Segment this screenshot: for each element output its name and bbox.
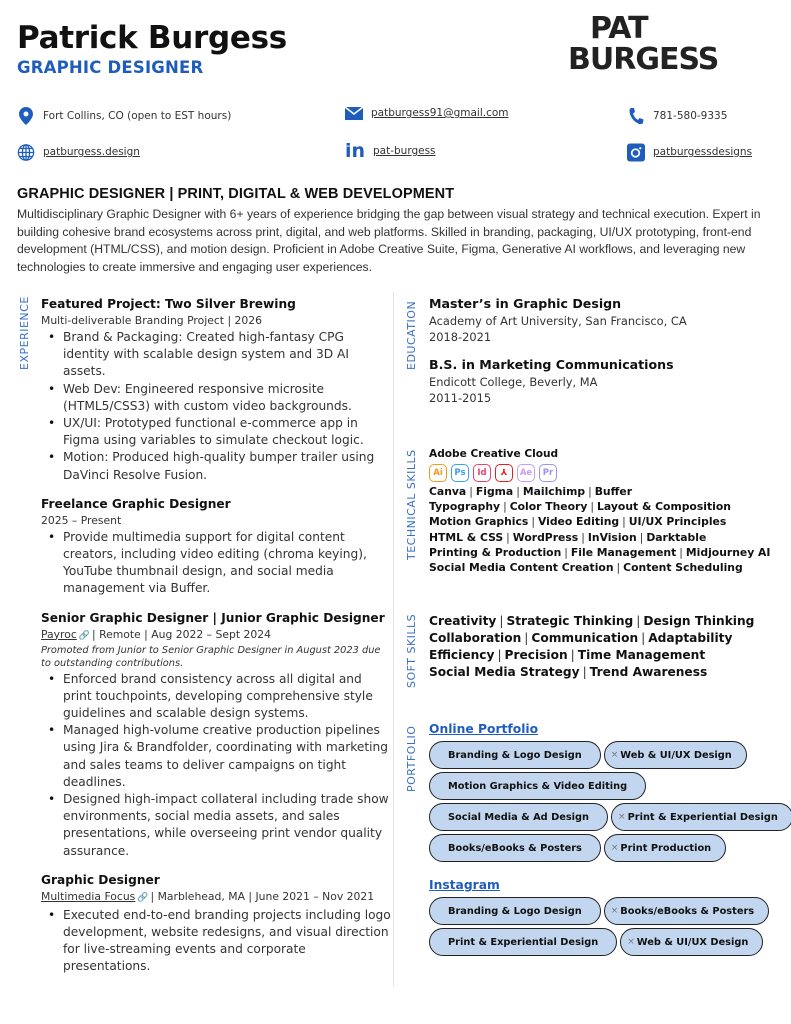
summary-text: Multidisciplinary Graphic Designer with 6+ years of experience bridging the gap between visual strategy and technical execution. Expert in building cohesive brand ecosystems across print, digital, and web platforms. Skilled in branding, packaging, UI/UX prototyping, front-end development (HTML/CSS), and motion design. Proficient in Adobe Creative Suite, Figma, Generative AI workflows, and leveraging new technologies to create immersive and engaging user experiences. bbox=[17, 207, 761, 274]
instagram-categories bbox=[429, 897, 779, 956]
job-meta: Multi-deliverable Branding Project | 2026 bbox=[41, 314, 263, 327]
job-meta bbox=[41, 889, 391, 906]
job-meta bbox=[41, 627, 391, 644]
company-link[interactable]: Payroc bbox=[41, 627, 77, 641]
skill-item: Video Editing bbox=[537, 515, 620, 529]
website-link[interactable]: patburgess.design bbox=[43, 146, 140, 158]
school: Endicott College, Beverly, MA bbox=[429, 375, 598, 389]
portfolio-category-button[interactable] bbox=[604, 741, 747, 769]
experience-item bbox=[41, 610, 391, 860]
skill-item: Precision bbox=[504, 648, 568, 662]
skill-line bbox=[429, 499, 779, 514]
separator: | bbox=[499, 614, 504, 628]
school: Academy of Art University, San Francisco, CA bbox=[429, 314, 687, 328]
skill-item: Creativity bbox=[429, 614, 497, 628]
close-icon: × bbox=[610, 906, 619, 916]
skill-item: Layout & Composition bbox=[597, 500, 731, 514]
pill-row bbox=[429, 897, 779, 925]
education-item bbox=[429, 356, 779, 406]
skill-line bbox=[429, 664, 779, 681]
experience-item bbox=[41, 496, 391, 598]
adobe-apps bbox=[429, 464, 779, 482]
candidate-name: Patrick Burgess bbox=[17, 20, 287, 56]
skill-item: Social Media Strategy bbox=[429, 665, 580, 679]
skill-item: Canva bbox=[429, 485, 467, 498]
skill-line bbox=[429, 613, 779, 630]
pill-label: Web & UI/UX Design bbox=[620, 749, 732, 761]
soft-skill-lines bbox=[429, 613, 779, 681]
skill-item: UI/UX Principles bbox=[628, 515, 727, 529]
contact-email[interactable] bbox=[345, 104, 509, 122]
portfolio-category-button[interactable] bbox=[429, 803, 608, 831]
globe-icon bbox=[17, 143, 35, 161]
link-icon: 🔗 bbox=[137, 892, 149, 903]
degree: Master’s in Graphic Design bbox=[429, 296, 622, 311]
pill-label: Branding & Logo Design bbox=[448, 905, 582, 917]
summary-title: GRAPHIC DESIGNER | PRINT, DIGITAL & WEB DEVELOPMENT bbox=[17, 186, 455, 202]
separator: | bbox=[588, 485, 592, 498]
separator: | bbox=[590, 500, 595, 514]
degree: B.S. in Marketing Communications bbox=[429, 357, 674, 372]
job-title: Featured Project: Two Silver Brewing bbox=[41, 297, 296, 311]
close-icon: × bbox=[610, 843, 619, 853]
section-label-experience: EXPERIENCE bbox=[18, 296, 31, 370]
portfolio-category-button[interactable] bbox=[604, 834, 726, 862]
skill-line bbox=[429, 530, 779, 545]
premiere-icon: Pr bbox=[539, 464, 557, 482]
link-icon: 🔗 bbox=[78, 630, 90, 641]
personal-logo bbox=[568, 11, 768, 84]
skill-item: Time Management bbox=[577, 648, 706, 662]
skill-item: InVision bbox=[587, 530, 637, 544]
pill-row bbox=[429, 928, 779, 956]
pill-label: Print & Experiential Design bbox=[448, 936, 599, 948]
pill-label: Social Media & Ad Design bbox=[448, 811, 590, 823]
job-bullet: • Designed high-impact collateral including trade show environments, social media assets, and sales presentations, while overseeing print vendor quality assurance. bbox=[41, 791, 391, 860]
job-bullet: • Executed end-to-end branding projects including logo development, website redesigns, and visual direction for live-streaming events and corporate presentations. bbox=[41, 907, 391, 976]
phone-icon bbox=[627, 107, 645, 125]
photoshop-icon: Ps bbox=[451, 464, 469, 482]
separator: | bbox=[469, 485, 473, 498]
after-effects-icon: Ae bbox=[517, 464, 535, 482]
skill-item: Efficiency bbox=[429, 648, 495, 662]
job-title: Senior Graphic Designer | Junior Graphic Designer bbox=[41, 610, 385, 625]
separator: | bbox=[616, 561, 621, 575]
job-bullet: • Web Dev: Engineered responsive microsite (HTML5/CSS3) with custom video backgrounds. bbox=[41, 381, 391, 415]
skill-item: Content Scheduling bbox=[623, 561, 743, 575]
pill-row bbox=[429, 741, 779, 769]
skill-item: Typography bbox=[429, 500, 501, 514]
education-section bbox=[429, 295, 779, 406]
skill-item: Collaboration bbox=[429, 631, 522, 645]
pill-row bbox=[429, 772, 779, 800]
separator: | bbox=[564, 545, 568, 559]
job-bullet: • Managed high-volume creative production pipelines using Jira & Brandfolder, coordinating with marketing and sales teams to deliver campaigns on tight deadlines. bbox=[41, 722, 391, 791]
skill-item: WordPress bbox=[512, 530, 579, 544]
job-title: Freelance Graphic Designer bbox=[41, 496, 231, 511]
skill-item: HTML & CSS bbox=[429, 530, 504, 544]
pill-label: Print & Experiential Design bbox=[627, 811, 778, 823]
years: 2018-2021 bbox=[429, 330, 492, 344]
portfolio-category-button[interactable] bbox=[429, 834, 601, 862]
job-meta-rest: | Marblehead, MA | June 2021 – Nov 2021 bbox=[150, 889, 375, 903]
separator: | bbox=[531, 515, 535, 529]
skill-line bbox=[429, 630, 779, 647]
email-link[interactable]: patburgess91@gmail.com bbox=[371, 107, 509, 119]
pill-row bbox=[429, 834, 779, 862]
location-text: Fort Collins, CO (open to EST hours) bbox=[43, 110, 232, 122]
skill-item: Social Media Content Creation bbox=[429, 561, 614, 575]
job-meta-rest: | Remote | Aug 2022 – Sept 2024 bbox=[92, 627, 271, 641]
separator: | bbox=[581, 530, 585, 544]
tech-skill-lines bbox=[429, 484, 779, 575]
linkedin-link[interactable]: pat-burgess bbox=[373, 145, 436, 157]
section-label-technical-skills: TECHNICAL SKILLS bbox=[405, 449, 418, 560]
job-note: Promoted from Junior to Senior Graphic Designer in August 2023 due to outstanding contributions. bbox=[41, 644, 381, 669]
candidate-role: GRAPHIC DESIGNER bbox=[17, 58, 204, 77]
company-link[interactable]: Multimedia Focus bbox=[41, 889, 136, 903]
soft-skills-section bbox=[429, 613, 779, 681]
instagram-link[interactable]: patburgessdesigns bbox=[653, 146, 753, 158]
portfolio-category-button[interactable] bbox=[429, 897, 601, 925]
section-label-soft-skills: SOFT SKILLS bbox=[405, 613, 418, 688]
online-portfolio-categories bbox=[429, 741, 779, 862]
education-item bbox=[429, 295, 779, 345]
separator: | bbox=[679, 545, 683, 559]
map-pin-icon bbox=[17, 107, 35, 125]
pill-row bbox=[429, 803, 779, 831]
pill-label: Branding & Logo Design bbox=[448, 749, 582, 761]
instagram-icon bbox=[627, 143, 645, 161]
close-icon: × bbox=[627, 937, 635, 947]
portfolio-category-button[interactable] bbox=[429, 772, 646, 800]
instagram-link[interactable]: Instagram bbox=[429, 878, 500, 892]
close-icon: × bbox=[610, 750, 619, 760]
skill-item: Darktable bbox=[646, 530, 707, 544]
separator: | bbox=[516, 485, 520, 498]
job-bullets bbox=[41, 329, 391, 484]
job-bullet: • UX/UI: Prototyped functional e-commerce app in Figma using variables to simulate checkout logic. bbox=[41, 415, 391, 449]
column-divider bbox=[393, 292, 394, 987]
contact-phone bbox=[627, 107, 727, 125]
job-bullets bbox=[41, 529, 391, 598]
separator: | bbox=[636, 614, 641, 628]
job-bullet: • Enforced brand consistency across all digital and print touchpoints, developing comprehensive style guidelines and scalable design systems. bbox=[41, 671, 391, 723]
separator: | bbox=[622, 515, 626, 529]
separator: | bbox=[524, 631, 529, 645]
illustrator-icon: Ai bbox=[429, 464, 447, 482]
close-icon: × bbox=[618, 812, 626, 822]
separator: | bbox=[641, 631, 646, 645]
separator: | bbox=[582, 665, 587, 679]
contact-website[interactable] bbox=[17, 143, 140, 161]
logo-line-2: BURGESS bbox=[568, 42, 719, 77]
acrobat-icon: ⅄ bbox=[495, 464, 513, 482]
portfolio-category-button[interactable] bbox=[429, 741, 601, 769]
job-bullet: • Provide multimedia support for digital content creators, including video editing (chroma keying), YouTube thumbnail design, and social media management via Buffer. bbox=[41, 529, 391, 598]
online-portfolio-link[interactable]: Online Portfolio bbox=[429, 722, 539, 736]
adobe-heading: Adobe Creative Cloud bbox=[429, 448, 559, 460]
job-meta: 2025 – Present bbox=[41, 513, 122, 527]
job-bullets bbox=[41, 907, 391, 976]
contact-location bbox=[17, 107, 231, 125]
skill-line bbox=[429, 647, 779, 664]
job-title: Graphic Designer bbox=[41, 872, 160, 887]
mail-icon bbox=[345, 104, 363, 122]
indesign-icon: Id bbox=[473, 464, 491, 482]
skill-item: Motion Graphics bbox=[429, 515, 529, 529]
pill-label: Books/eBooks & Posters bbox=[620, 905, 755, 917]
technical-skills-section bbox=[429, 447, 779, 575]
skill-item: Color Theory bbox=[509, 500, 588, 514]
skill-item: Buffer bbox=[594, 485, 633, 498]
skill-line bbox=[429, 545, 779, 560]
skill-item: Adaptability bbox=[648, 631, 733, 645]
skill-line bbox=[429, 514, 779, 529]
job-bullet: • Brand & Packaging: Created high-fantasy CPG identity with scalable design system and 3D AI assets. bbox=[41, 329, 391, 381]
skill-item: Design Thinking bbox=[643, 614, 755, 628]
pill-label: Motion Graphics & Video Editing bbox=[448, 780, 628, 792]
separator: | bbox=[497, 648, 502, 662]
skill-item: Figma bbox=[475, 485, 514, 498]
skill-item: Midjourney AI bbox=[685, 545, 771, 559]
skill-item: File Management bbox=[570, 545, 677, 559]
experience-item bbox=[41, 296, 391, 484]
section-label-portfolio: PORTFOLIO bbox=[405, 725, 418, 792]
portfolio-section bbox=[429, 720, 779, 956]
skill-line bbox=[429, 484, 779, 499]
skill-item: Trend Awareness bbox=[589, 665, 708, 679]
separator: | bbox=[506, 530, 510, 544]
logo-line-1: PAT bbox=[590, 11, 648, 46]
job-bullet: • Motion: Produced high-quality bumper trailer using DaVinci Resolve Fusion. bbox=[41, 449, 391, 483]
job-bullets bbox=[41, 671, 391, 860]
portfolio-category-button[interactable] bbox=[620, 928, 763, 956]
portfolio-category-button[interactable] bbox=[604, 897, 769, 925]
separator: | bbox=[639, 530, 644, 544]
section-label-education: EDUCATION bbox=[405, 300, 418, 370]
contact-instagram[interactable] bbox=[627, 143, 752, 161]
pill-label: Books/eBooks & Posters bbox=[448, 842, 582, 854]
separator: | bbox=[570, 648, 575, 662]
phone-text: 781-580-9335 bbox=[653, 110, 728, 122]
experience-section bbox=[41, 296, 391, 986]
skill-line bbox=[429, 560, 779, 575]
skill-item: Printing & Production bbox=[429, 545, 562, 559]
pill-label: Print Production bbox=[620, 842, 712, 854]
skill-item: Strategic Thinking bbox=[506, 614, 634, 628]
years: 2011-2015 bbox=[429, 391, 492, 405]
skill-item: Communication bbox=[531, 631, 639, 645]
linkedin-icon: in bbox=[344, 140, 366, 162]
experience-item bbox=[41, 872, 391, 976]
pill-label: Web & UI/UX Design bbox=[636, 936, 749, 948]
skill-item: Mailchimp bbox=[522, 485, 586, 498]
contact-linkedin[interactable] bbox=[345, 142, 436, 160]
separator: | bbox=[503, 500, 507, 514]
portfolio-category-button[interactable] bbox=[611, 803, 791, 831]
portfolio-category-button[interactable] bbox=[429, 928, 617, 956]
